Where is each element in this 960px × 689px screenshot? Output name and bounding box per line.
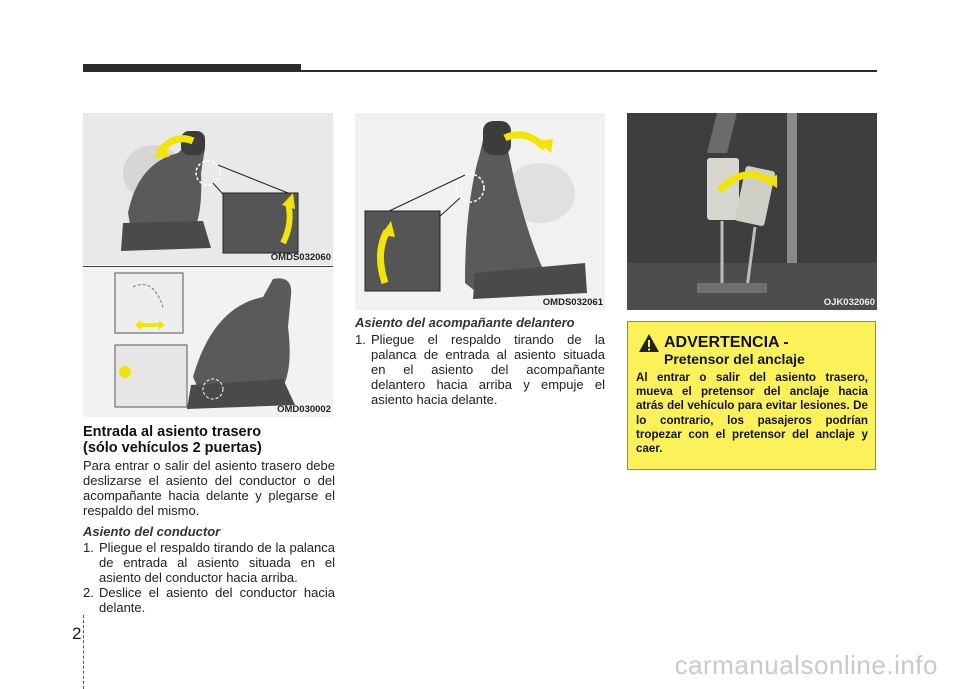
driver-seat-subheading: Asiento del conductor — [83, 524, 221, 539]
passenger-steps-list — [355, 332, 605, 407]
anchor-pretensioner-illustration — [627, 113, 877, 310]
driver-seat-illustration — [83, 113, 333, 265]
page-margin-rule — [83, 615, 84, 689]
warning-box — [627, 321, 876, 470]
driver-steps-list — [83, 540, 335, 615]
figure-code-label: OJK032060 — [823, 297, 875, 308]
watermark-text: carmanualsonline.info — [674, 650, 938, 680]
header-bar-thin — [83, 70, 877, 72]
step-item: 1. Pliegue el respaldo tirando de la palanca de entrada al asiento situada en el asiento del acompañante delantero hacia arriba y empuje el asiento hacia delante. — [355, 332, 605, 407]
passenger-seat-subheading: Asiento del acompañante delantero — [355, 315, 575, 330]
seat-slide-illustration — [83, 267, 333, 417]
figure-code-label: OMDS032060 — [270, 252, 331, 263]
warning-triangle-icon — [638, 333, 660, 353]
figure-passenger-seat-lever — [355, 113, 605, 310]
figure-code-label: OMDS032061 — [542, 297, 603, 308]
intro-paragraph: Para entrar o salir del asiento trasero debe deslizarse el asiento del conductor o del acompañante hacia delante y plegarse el respaldo del mismo. — [83, 458, 335, 518]
section-heading-line1: Entrada al asiento trasero — [83, 424, 262, 440]
warning-body: Al entrar o salir del asiento trasero, mueva el pretensor del anclaje hacia atrás del vehículo para evitar lesiones. De lo contrario, los pasajeros podrían tropezar con el pretensor del anclaje y caer. — [636, 371, 868, 456]
figure-code-label: OMD030002 — [277, 404, 331, 415]
passenger-seat-illustration — [355, 113, 605, 310]
figure-seat-slide — [83, 267, 333, 417]
step-item: 1. Pliegue el respaldo tirando de la palanca de entrada al asiento situada en el asiento del conductor hacia arriba. — [83, 540, 335, 585]
warning-title: ADVERTENCIA - — [664, 334, 789, 351]
figure-anchor-pretensioner — [627, 113, 877, 310]
page-number: 2 — [72, 624, 82, 643]
warning-subtitle: Pretensor del anclaje — [664, 351, 805, 367]
section-heading — [83, 424, 335, 456]
step-item: 2. Deslice el asiento del conductor hacia delante. — [83, 585, 335, 615]
figure-driver-seat-lever — [83, 113, 333, 265]
section-heading-line2: (sólo vehículos 2 puertas) — [83, 440, 262, 456]
